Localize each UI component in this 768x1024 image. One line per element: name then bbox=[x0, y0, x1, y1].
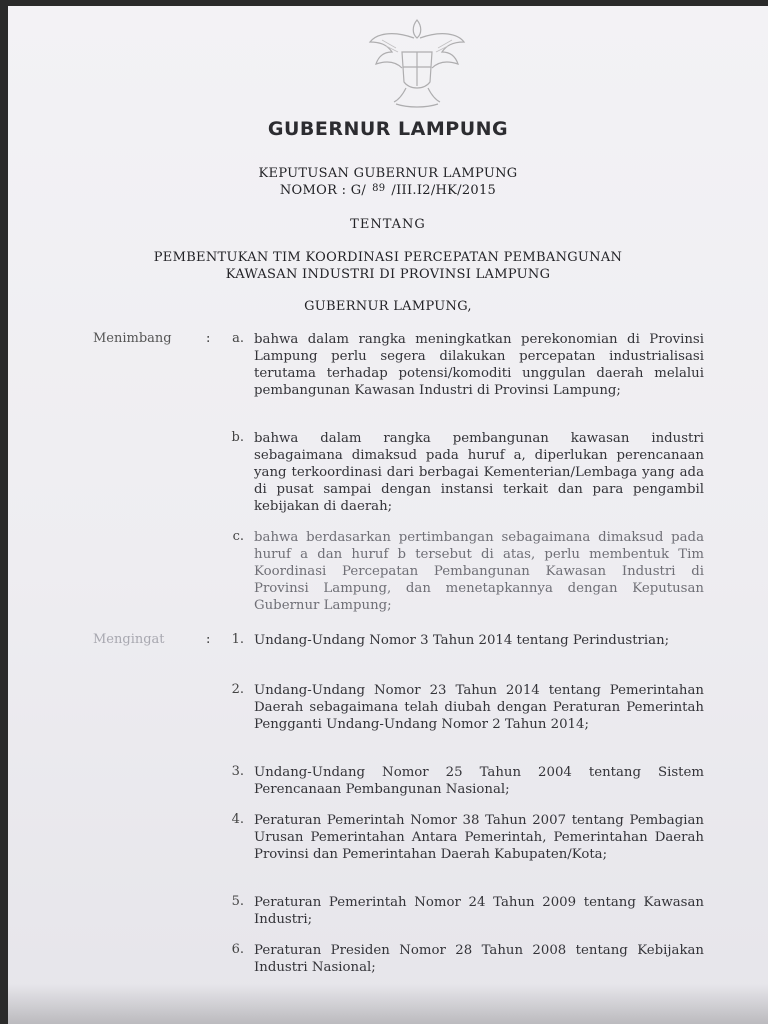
header-title: GUBERNUR LAMPUNG bbox=[267, 118, 509, 140]
menimbang-colon: : bbox=[206, 331, 211, 346]
item-text: bahwa dalam rangka pembangunan kawasan industri sebagaimana dimaksud pada huruf a, diperlukan perencanaan yang terkoordinasi dari berbagai Kementerian/Lembaga yang ada di pusat sampai dengan instansi terkait dan para pengambil kebijakan di daerah; bbox=[254, 431, 704, 514]
mengingat-label: Mengingat bbox=[93, 632, 165, 647]
item-mark: 3. bbox=[231, 764, 244, 779]
document-page bbox=[8, 6, 768, 1024]
item-text: Undang-Undang Nomor 23 Tahun 2014 tentang Pemerintahan Daerah sebagaimana telah diubah dengan Peraturan Pemerintah Pengganti Undang-Undang Nomor 2 Tahun 2014; bbox=[254, 683, 704, 732]
decree-number-suffix: /III.I2/HK/2015 bbox=[391, 183, 497, 198]
item-text: Peraturan Pemerintah Nomor 38 Tahun 2007 tentang Pembagian Urusan Pemerintahan Antara Pemerintah, Pemerintahan Daerah Provinsi dan Pemerintahan Daerah Kabupaten/Kota; bbox=[254, 813, 704, 862]
item-mark: 4. bbox=[231, 812, 244, 827]
item-text: bahwa berdasarkan pertimbangan sebagaimana dimaksud pada huruf a dan huruf b tersebut di atas, perlu membentuk Tim Koordinasi Percepatan Pembangunan Kawasan Industri di Provinsi Lampung, dan menetapkannya dengan Keputusan Gubernur Lampung; bbox=[254, 530, 704, 613]
decree-title: KEPUTUSAN GUBERNUR LAMPUNG bbox=[258, 166, 518, 181]
decree-number-prefix: NOMOR : G/ bbox=[279, 183, 367, 198]
menimbang-label: Menimbang bbox=[93, 331, 172, 346]
item-mark: 6. bbox=[231, 942, 244, 957]
item-mark: a. bbox=[232, 331, 244, 346]
garuda-emblem-icon bbox=[362, 12, 472, 112]
item-text: Peraturan Presiden Nomor 28 Tahun 2008 tentang Kebijakan Industri Nasional; bbox=[254, 943, 704, 975]
item-text: Undang-Undang Nomor 3 Tahun 2014 tentang Perindustrian; bbox=[254, 633, 670, 648]
item-mark: b. bbox=[231, 430, 244, 445]
item-mark: 2. bbox=[231, 682, 244, 697]
subject-line-1: PEMBENTUKAN TIM KOORDINASI PERCEPATAN PEMBANGUNAN bbox=[153, 250, 623, 265]
item-text: bahwa dalam rangka meningkatkan perekonomian di Provinsi Lampung perlu segera dilakukan percepatan industrialisasi terutama terhadap potensi/komoditi unggulan daerah melalui pembangunan Kawasan Industri di Provinsi Lampung; bbox=[254, 332, 704, 398]
decree-number bbox=[8, 183, 768, 198]
issuer-line: GUBERNUR LAMPUNG, bbox=[304, 299, 472, 314]
mengingat-colon: : bbox=[206, 632, 211, 647]
item-mark: 5. bbox=[231, 894, 244, 909]
subject-line-2: KAWASAN INDUSTRI DI PROVINSI LAMPUNG bbox=[225, 267, 551, 282]
tentang-label: TENTANG bbox=[350, 217, 426, 232]
item-mark: 1. bbox=[231, 632, 244, 647]
decree-number-value: 89 bbox=[372, 183, 386, 194]
item-mark: c. bbox=[232, 529, 244, 544]
item-text: Peraturan Pemerintah Nomor 24 Tahun 2009 tentang Kawasan Industri; bbox=[254, 895, 704, 927]
item-text: Undang-Undang Nomor 25 Tahun 2004 tentang Sistem Perencanaan Pembangunan Nasional; bbox=[254, 765, 704, 797]
